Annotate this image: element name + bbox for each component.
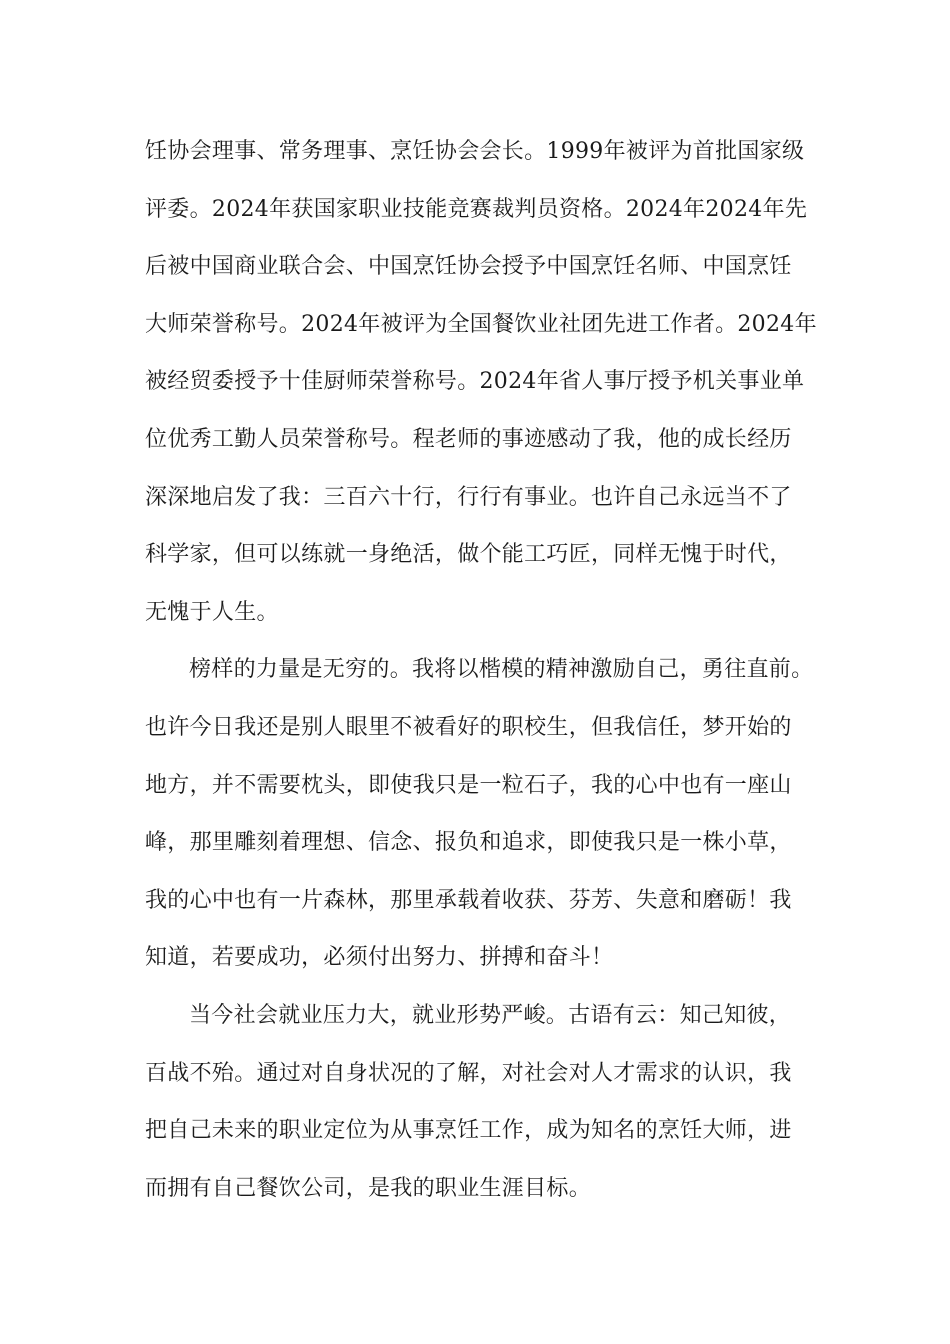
text-line: 评委。2024年获国家职业技能竞赛裁判员资格。2024年2024年先 [145, 196, 808, 222]
text-line: 百战不殆。通过对自身状况的了解，对社会对人才需求的认识，我 [145, 1060, 792, 1086]
body-text [145, 123, 825, 1217]
text-line: 深深地启发了我：三百六十行，行行有事业。也许自己永远当不了 [145, 484, 792, 510]
text-line: 大师荣誉称号。2024年被评为全国餐饮业社团先进工作者。2024年 [145, 311, 817, 337]
text-line: 我的心中也有一片森林，那里承载着收获、芬芳、失意和磨砺！我 [145, 887, 792, 913]
text-line: 后被中国商业联合会、中国烹饪协会授予中国烹饪名师、中国烹饪 [145, 254, 792, 280]
text-line: 科学家，但可以练就一身绝活，做个能工巧匠，同样无愧于时代， [145, 542, 792, 568]
text-line: 地方，并不需要枕头，即使我只是一粒石子，我的心中也有一座山 [145, 772, 792, 798]
paragraph-first-line: 榜样的力量是无穷的。我将以楷模的精神激励自己，勇往直前。 [189, 657, 814, 683]
paragraph-first-line: 当今社会就业压力大，就业形势严峻。古语有云：知己知彼， [189, 1002, 792, 1028]
text-line: 而拥有自己餐饮公司，是我的职业生涯目标。 [145, 1175, 592, 1201]
text-line: 峰，那里雕刻着理想、信念、报负和追求，即使我只是一株小草， [145, 830, 792, 856]
text-line: 位优秀工勤人员荣誉称号。程老师的事迹感动了我，他的成长经历 [145, 426, 792, 452]
text-line: 知道，若要成功，必须付出努力、拼搏和奋斗！ [145, 945, 614, 971]
text-line: 把自己未来的职业定位为从事烹饪工作，成为知名的烹饪大师，进 [145, 1118, 792, 1144]
text-line: 也许今日我还是别人眼里不被看好的职校生，但我信任，梦开始的 [145, 714, 792, 740]
text-line: 被经贸委授予十佳厨师荣誉称号。2024年省人事厅授予机关事业单 [145, 369, 805, 395]
text-line: 饪协会理事、常务理事、烹饪协会会长。1999年被评为首批国家级 [145, 139, 805, 164]
text-line: 无愧于人生。 [145, 599, 279, 625]
